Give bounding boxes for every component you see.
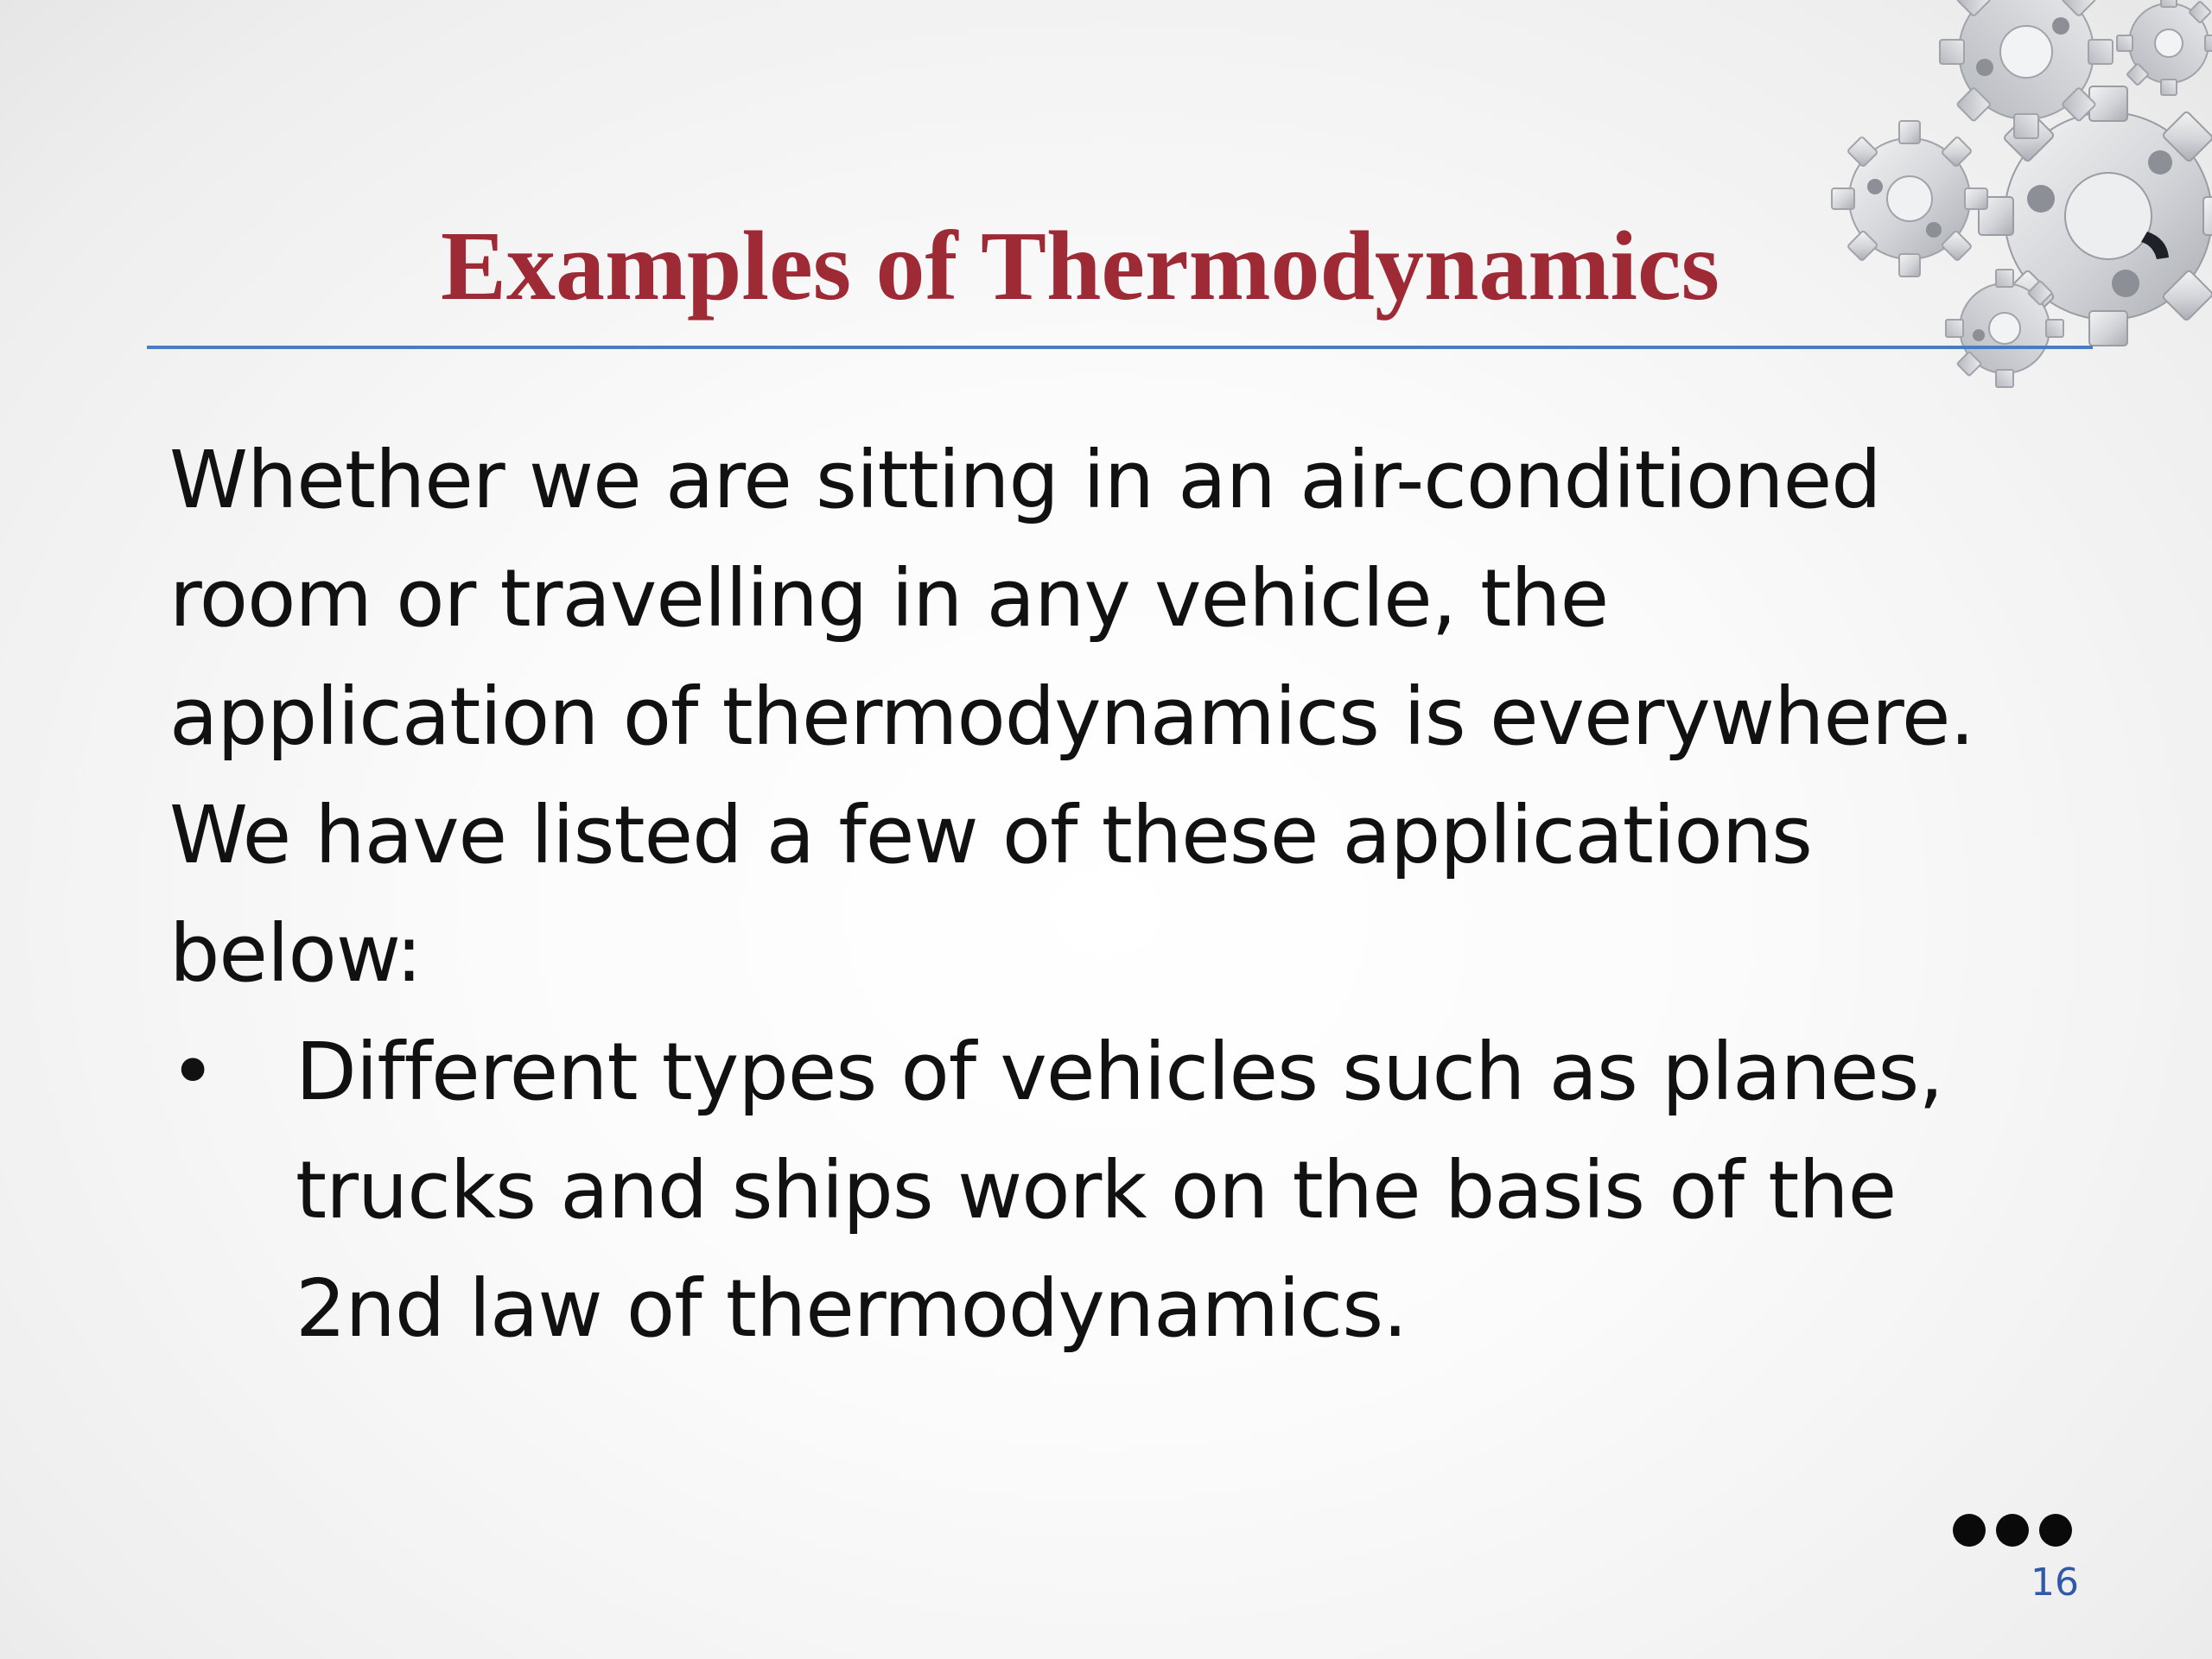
dot-icon [2039,1514,2072,1547]
paragraph-line: We have listed a few of these applications [169,789,1812,881]
ellipsis-dots-icon [1951,1510,2075,1548]
slide-title: Examples of Thermodynamics [441,211,1719,321]
dot-icon [1953,1514,1986,1547]
bullet-line: trucks and ships work on the basis of the [296,1144,1897,1236]
intro-paragraph [169,421,2105,1013]
bullet-list [169,1013,2070,1368]
page-number: 16 [2031,1560,2079,1605]
paragraph-line: below: [169,907,423,1000]
paragraph-line: room or travelling in any vehicle, the [169,552,1609,645]
paragraph-line: application of thermodynamics is everywhere. [169,671,1974,763]
dot-icon [1996,1514,2029,1547]
bullet-line: Different types of vehicles such as planes, [296,1026,1943,1118]
title-underline [147,346,2093,349]
bullet-line: 2nd law of thermodynamics. [296,1262,1408,1355]
bullet-item [169,1013,2070,1368]
bullet-marker: • [169,1026,216,1118]
paragraph-line: Whether we are sitting in an air-conditioned [169,434,1881,526]
